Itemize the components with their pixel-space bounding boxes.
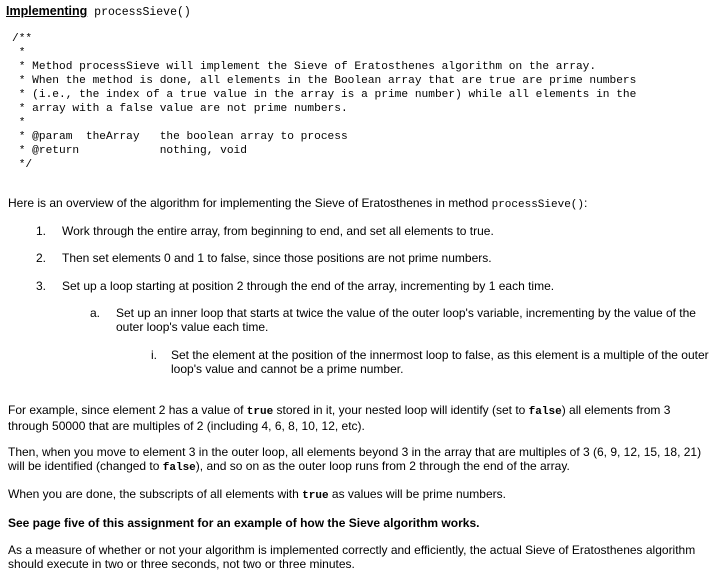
example-code-false: false [528,406,562,418]
example-paragraph [8,403,670,433]
done-paragraph [8,487,506,503]
heading-title: Implementing [6,4,88,18]
substep-i-number: i. [151,348,157,362]
see-page-note: See page five of this assignment for an example of how the Sieve algorithm works. [8,516,480,530]
measure-line-2: should execute in two or three seconds, not two or three minutes. [8,557,355,571]
measure-paragraph [8,543,695,571]
javadoc-line: * array with a false value are not prime numbers. [12,103,348,115]
measure-line-1: As a measure of whether or not your algorithm is implemented correctly and efficiently, the actual Sieve of Eratosthenes algorithm [8,543,696,557]
example-text-1: For example, since element 2 has a value of [8,403,247,417]
overview-text: Here is an overview of the algorithm for implementing the Sieve of Eratosthenes in method [8,196,492,210]
then-text-1: will be identified (changed to [8,459,163,473]
step-1-number: 1. [36,224,47,238]
step-2-text: Then set elements 0 and 1 to false, since those positions are not prime numbers. [62,251,492,265]
then-line-1: Then, when you move to element 3 in the outer loop, all elements beyond 3 in the array that are multiples of 3 (6, 9, 12, 15, 18, 21) [8,445,702,459]
javadoc-line: * Method processSieve will implement the Sieve of Eratosthenes algorithm on the array. [12,61,597,73]
substep-i-line-2: loop's value and cannot be a prime number. [171,362,404,376]
overview-end: : [584,196,588,210]
example-text-3: ) all elements from 3 [561,403,671,417]
javadoc-line: * @return nothing, void [12,145,247,157]
then-paragraph [8,445,701,475]
overview-paragraph [8,196,587,212]
javadoc-line: * When the method is done, all elements in the Boolean array that are true are prime numbers [12,75,637,87]
substep-a-line-2: outer loop's value each time. [116,320,269,334]
example-code-true: true [246,406,274,418]
done-text-2: as values will be prime numbers. [328,487,506,501]
heading-method: processSieve() [87,6,191,19]
substep-i-line-1: Set the element at the position of the innermost loop to false, as this element is a multiple of the outer [171,348,709,362]
done-text-1: When you are done, the subscripts of all elements with [8,487,303,501]
section-heading [6,4,191,19]
javadoc-comment [12,32,636,172]
example-line-2: through 50000 that are multiples of 2 (including 4, 6, 8, 10, 12, etc). [8,419,365,433]
javadoc-line: */ [12,159,33,171]
javadoc-line: * (i.e., the index of a true value in the array is a prime number) while all elements in the [12,89,637,101]
javadoc-line: * [12,117,26,129]
then-text-2: ), and so on as the outer loop runs from 2 through the end of the array. [195,459,570,473]
substep-a-line-1: Set up an inner loop that starts at twice the value of the outer loop's variable, incrementing by the value of the [116,306,696,320]
javadoc-line: * [12,47,26,59]
step-1-text: Work through the entire array, from beginning to end, and set all elements to true. [62,224,494,238]
then-line-2 [8,459,701,475]
step-3-number: 3. [36,279,47,293]
overview-code: processSieve() [491,199,585,211]
javadoc-line: /** [12,33,33,45]
then-code-false: false [162,462,196,474]
example-text-2: stored in it, your nested loop will identify (set to [273,403,529,417]
javadoc-line: * @param theArray the boolean array to process [12,131,348,143]
step-3-text: Set up a loop starting at position 2 through the end of the array, incrementing by 1 each time. [62,279,555,293]
step-2-number: 2. [36,251,47,265]
example-line-1 [8,403,670,419]
done-code-true: true [302,490,329,502]
substep-a-number: a. [90,306,101,320]
